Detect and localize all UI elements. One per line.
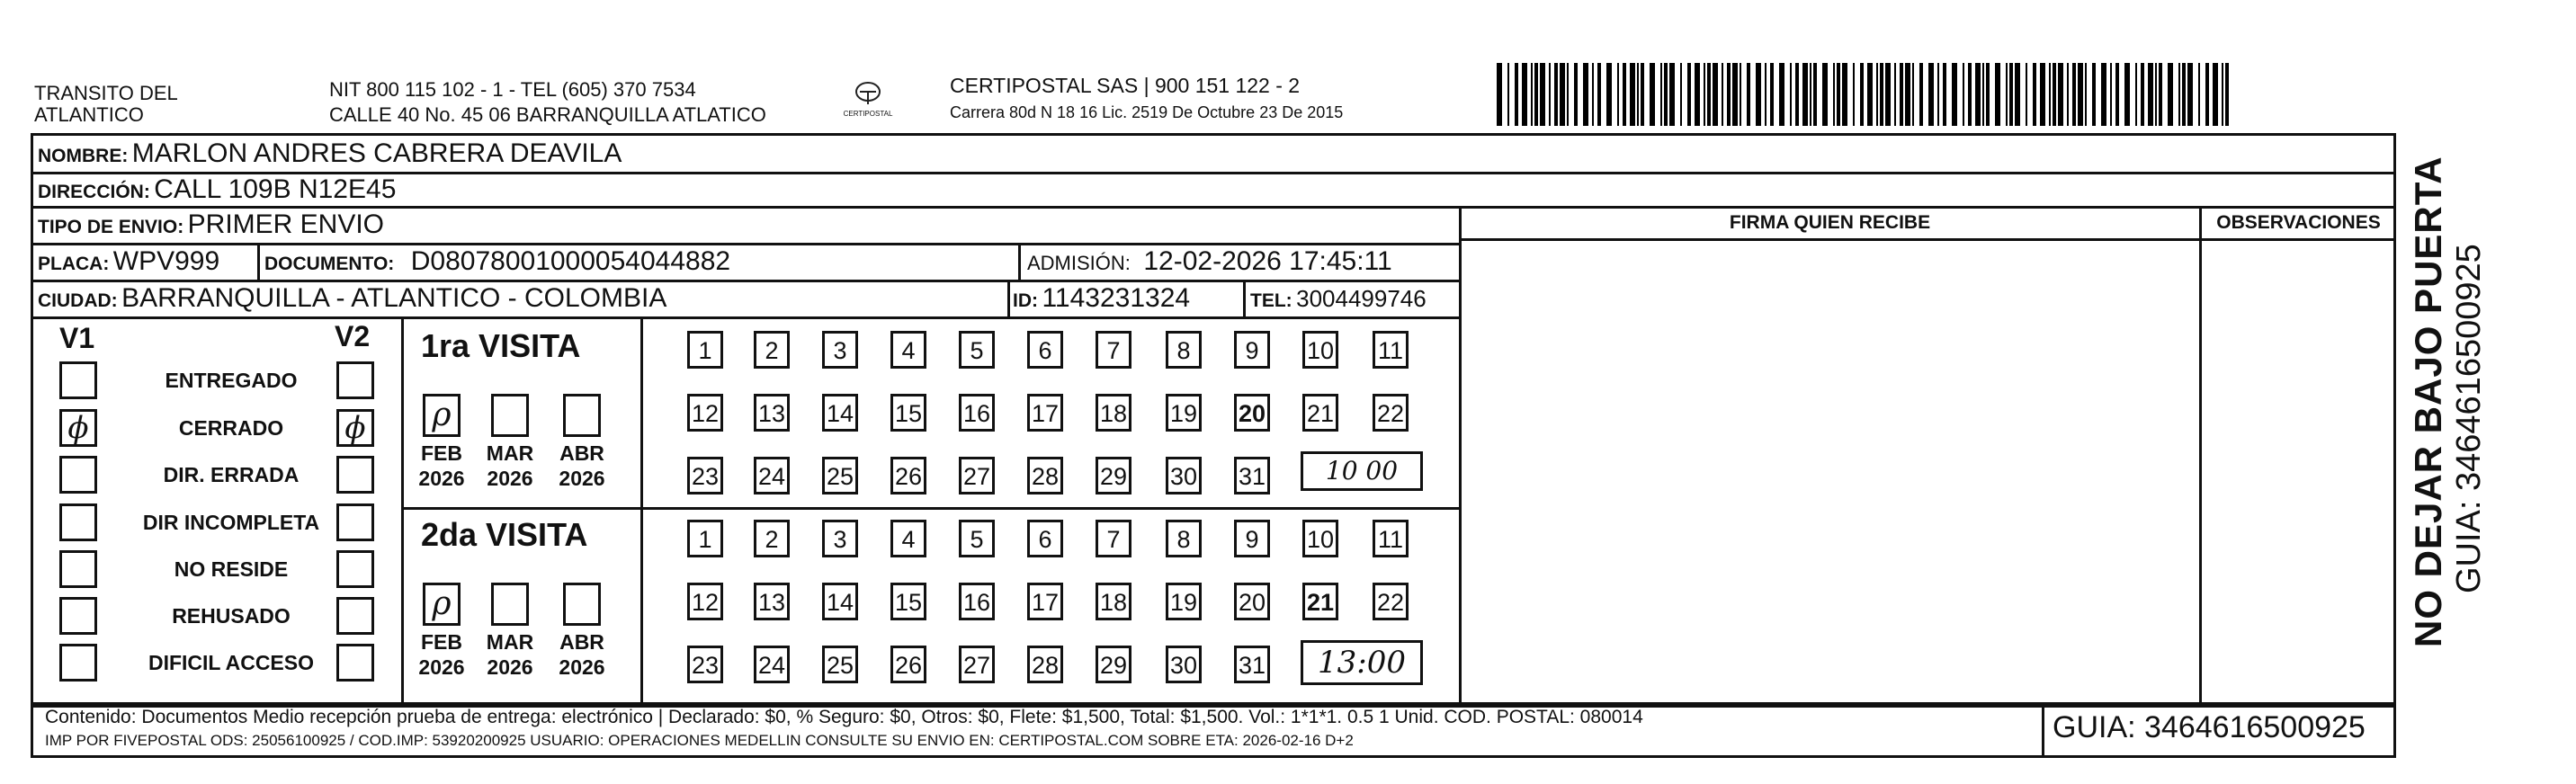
first-visit-day-box[interactable]: 10 [1302,331,1338,369]
barcode-bar [2159,63,2162,126]
v2-label: V2 [335,320,371,352]
second-visit-day-box[interactable]: 17 [1027,583,1063,620]
org-name-line1: TRANSITO DEL [34,82,178,104]
barcode-bar [1842,63,1847,126]
company-line: CERTIPOSTAL SAS | 900 151 122 - 2 [950,74,1301,97]
barcode-bar [2182,63,2186,126]
barcode-bar [1912,63,1914,126]
first-visit-day-box[interactable]: 28 [1027,457,1063,494]
barcode-bar [1567,63,1569,126]
barcode-bar [1986,63,1990,126]
first-visit-title: 1ra VISITA [421,327,581,364]
first-visit-month-label: ABR 2026 [559,441,605,490]
barcode-bar [1795,63,1799,126]
barcode-bar [1876,63,1878,126]
barcode-bar [1968,63,1972,126]
first-visit-month-box[interactable] [491,394,529,437]
first-visit-time: 10 00 [1325,456,1399,486]
first-visit-month-box[interactable]: ρ [423,394,461,437]
barcode-bar [1540,63,1545,126]
second-visit-day-box[interactable]: 23 [687,646,723,683]
barcode-bar [2155,63,2157,126]
barcode-bar [1574,63,1578,126]
barcode-bar [2168,63,2173,126]
barcode-bar [2049,63,2051,126]
second-visit-day-box[interactable]: 13 [754,583,790,620]
barcode-bar [1531,63,1533,126]
first-visit-day-box[interactable]: 17 [1027,394,1063,432]
barcode-bar [1695,63,1700,126]
first-visit-month-label: FEB 2026 [418,441,465,490]
barcode-bar [1497,63,1502,126]
nit-line: NIT 800 115 102 - 1 - TEL (605) 370 7534 [329,78,696,101]
first-visit-day-box[interactable]: 24 [754,457,790,494]
id-label: ID: [1013,290,1038,311]
first-visit-day-box[interactable]: 31 [1234,457,1270,494]
second-visit-month-label: MAR 2026 [486,630,534,679]
barcode-bar [1560,63,1565,126]
second-visit-month-label: ABR 2026 [559,630,605,679]
first-visit-day-box[interactable]: 20 [1234,394,1270,432]
barcode-bar [2101,63,2106,126]
first-visit-day-box[interactable]: 22 [1373,394,1409,432]
barcode-bar [1894,63,1896,126]
first-visit-day-box[interactable]: 13 [754,394,790,432]
first-visit-day-box[interactable]: 7 [1096,331,1131,369]
barcode-bar [1669,63,1675,126]
second-visit-day-box[interactable]: 24 [754,646,790,683]
barcode-bar [1860,63,1864,126]
barcode-bar [1687,63,1691,126]
admision-label: ADMISIÓN: [1027,252,1131,274]
barcode-bar [1995,63,2000,126]
barcode-bar [1919,63,1923,126]
second-visit-month-box[interactable] [563,583,601,626]
barcode-bar [1660,63,1662,126]
second-visit-month-box[interactable]: ρ [423,583,461,626]
placa-row [38,246,219,277]
second-visit-day-box[interactable]: 30 [1166,646,1202,683]
second-visit-day-box[interactable]: 18 [1096,583,1131,620]
barcode-bar [2124,63,2130,126]
barcode-bar [2187,63,2193,126]
second-visit-time-box[interactable] [1301,640,1423,685]
id-row [1013,283,1190,314]
second-visit-day-box[interactable]: 11 [1373,520,1409,557]
barcode-bar [2222,63,2223,126]
nombre-label: NOMBRE: [38,146,129,166]
barcode-bar [2198,63,2200,126]
barcode-bar [2213,63,2218,126]
tipo-label: TIPO DE ENVIO: [38,217,184,237]
v1-checkbox[interactable] [59,550,97,588]
org-name-line2: ATLANTICO [34,103,144,126]
barcode-bar [1623,63,1626,126]
documento-value: D08078001000054044882 [410,246,731,276]
direccion-label: DIRECCIÓN: [38,182,150,202]
barcode-bar [1583,63,1588,126]
barcode-bar [1722,63,1723,126]
barcode-bar [1747,63,1750,126]
first-visit-day-box[interactable]: 18 [1096,394,1131,432]
barcode-bar [1810,63,1811,126]
barcode-bar [1943,63,1946,126]
barcode-bar [1606,63,1612,126]
barcode-bar [1637,63,1639,126]
guia-box: GUIA: 3464616500925 [2053,710,2366,744]
barcode-bar [1765,63,1767,126]
barcode-bar [1617,63,1619,126]
first-visit-day-box[interactable]: 12 [687,394,723,432]
barcode-bar [1833,63,1835,126]
second-visit-day-box[interactable]: 14 [822,583,858,620]
barcode-bar [1905,63,1910,126]
second-visit-day-box[interactable]: 22 [1373,583,1409,620]
barcode-bar [2225,63,2229,126]
admision-value: 12-02-2026 17:45:11 [1143,246,1392,276]
barcode-bar [1597,63,1601,126]
barcode-bar [2053,63,2056,126]
barcode-bar [1641,63,1644,126]
barcode-bar [1592,63,1594,126]
first-visit-day-box[interactable]: 21 [1302,394,1338,432]
second-visit-title: 2da VISITA [421,516,588,553]
status-option-label: REHUSADO [172,604,291,628]
logo-text: CERTIPOSTAL [843,110,893,118]
barcode-bar [1680,63,1682,126]
barcode-bar [2148,63,2153,126]
org-name [34,83,178,126]
barcode-bar [2115,63,2119,126]
v2-checkbox[interactable] [336,456,374,494]
second-visit-day-box[interactable]: 10 [1302,520,1338,557]
status-option-label: ENTREGADO [165,369,298,392]
v2-checkbox[interactable] [336,550,374,588]
barcode-bar [1937,63,1939,126]
direccion-row [38,174,396,205]
first-visit-day-box[interactable]: 1 [687,331,723,369]
barcode-bar [1522,63,1527,126]
second-visit-day-box[interactable]: 7 [1096,520,1131,557]
tipo-value: PRIMER ENVIO [187,209,385,239]
id-value: 1143231324 [1042,283,1191,313]
status-option-label: DIFICIL ACCESO [148,651,314,674]
barcode-bar [1790,63,1792,126]
barcode-bar [2110,63,2112,126]
barcode-bar [1515,63,1518,126]
barcode-bar [1885,63,1891,126]
second-visit-day-box[interactable]: 25 [822,646,858,683]
certipostal-logo [836,77,899,124]
v1-label: V1 [59,322,95,354]
barcode-bar [1740,63,1741,126]
barcode-bar [2085,63,2087,126]
barcode-bar [2067,63,2069,126]
barcode-bar [2006,63,2008,126]
placa-value: WPV999 [112,246,220,276]
barcode-bar [2015,63,2020,126]
license-line: Carrera 80d N 18 16 Lic. 2519 De Octubre 23 De 2015 [950,103,1344,121]
first-visit-day-box[interactable]: 27 [959,457,995,494]
first-visit-day-box[interactable]: 15 [890,394,926,432]
barcode-bar [1837,63,1840,126]
second-visit-day-box[interactable]: 2 [754,520,790,557]
barcode-bar [1963,63,1964,126]
v2-checkbox[interactable]: ϕ [336,409,374,447]
v2-checkbox[interactable] [336,597,374,635]
first-visit-day-box[interactable]: 3 [822,331,858,369]
second-visit-time: 13:00 [1318,645,1406,681]
first-visit-day-box[interactable]: 30 [1166,457,1202,494]
second-visit-day-box[interactable]: 31 [1234,646,1270,683]
barcode-bar [1928,63,1934,126]
v1-checkbox[interactable] [59,503,97,541]
ciudad-value: BARRANQUILLA - ATLANTICO - COLOMBIA [121,283,667,313]
first-visit-day-box[interactable]: 6 [1027,331,1063,369]
barcode-bar [1779,63,1784,126]
nombre-value: MARLON ANDRES CABRERA DEAVILA [131,138,622,168]
first-visit-day-box[interactable]: 16 [959,394,995,432]
first-visit-day-box[interactable]: 25 [822,457,858,494]
second-visit-day-box[interactable]: 4 [890,520,926,557]
barcode-bar [1802,63,1808,126]
v2-checkbox[interactable] [336,361,374,399]
ciudad-row [38,283,666,314]
contenido-line: Contenido: Documentos Medio recepción prueba de entrega: electrónico | Declarado: $0, % Seguro: $0, Otros: $0, Flete: $1,500, Total: $1,500. Vol.: 1*1*1. 0.5 1 Unid. COD. POSTAL: 080014 [45,707,1643,727]
first-visit-day-box[interactable]: 19 [1166,394,1202,432]
barcode-bar [2135,63,2137,126]
first-visit-month-label: MAR 2026 [486,441,534,490]
guia-vertical: GUIA: 3464616500925 [2450,244,2488,593]
barcode-bar [1975,63,1981,126]
status-option-label: CERRADO [178,416,284,440]
direccion-value: CALL 109B N12E45 [154,174,397,204]
documento-label: DOCUMENTO: [264,254,395,274]
tipo-envio-row [38,209,384,240]
v2-checkbox[interactable] [336,503,374,541]
v1-checkbox[interactable] [59,456,97,494]
second-visit-day-box[interactable]: 19 [1166,583,1202,620]
barcode-bar [2033,63,2036,126]
second-visit-day-box[interactable]: 20 [1234,583,1270,620]
barcode-bar [2009,63,2013,126]
v1-checkbox[interactable] [59,644,97,682]
second-visit-month-label: FEB 2026 [418,630,465,679]
first-visit-day-box[interactable]: 4 [890,331,926,369]
tel-value: 3004499746 [1296,285,1427,312]
barcode-bar [1727,63,1731,126]
barcode-bar [2058,63,2063,126]
documento-row [264,246,730,277]
barcode-bar [1549,63,1551,126]
barcode-bar [1867,63,1873,126]
barcode-bar [2092,63,2096,126]
tel-row [1250,285,1427,313]
second-visit-day-box[interactable]: 26 [890,646,926,683]
barcode-bar [1952,63,1957,126]
org-contact [329,77,766,128]
first-visit-day-box[interactable]: 23 [687,457,723,494]
second-visit-day-box[interactable]: 9 [1234,520,1270,557]
second-visit-month-box[interactable] [491,583,529,626]
barcode-bar [2141,63,2144,126]
first-visit-day-box[interactable]: 2 [754,331,790,369]
barcode-bar [1713,63,1718,126]
first-visit-day-box[interactable]: 29 [1096,457,1131,494]
second-visit-day-box[interactable]: 28 [1027,646,1063,683]
first-visit-month-box[interactable] [563,394,601,437]
barcode-bar [1982,63,1984,126]
barcode-bar [1880,63,1883,126]
second-visit-day-box[interactable]: 12 [687,583,723,620]
barcode-bar [1732,63,1738,126]
admision-row [1027,246,1392,277]
barcode-bar [1822,63,1828,126]
v1-checkbox[interactable] [59,361,97,399]
barcode-bar [1853,63,1855,126]
barcode-bar [2040,63,2045,126]
barcode-bar [1664,63,1668,126]
barcode-icon [1497,63,2232,126]
address-line: CALLE 40 No. 45 06 BARRANQUILLA ATLATICO [329,103,766,126]
second-visit-day-box[interactable]: 3 [822,520,858,557]
no-dejar-bajo-puerta: NO DEJAR BAJO PUERTA [2407,156,2449,647]
second-visit-day-box[interactable]: 29 [1096,646,1131,683]
observaciones-label: OBSERVACIONES [2216,212,2381,233]
tel-label: TEL: [1250,290,1292,311]
barcode-bar [2026,63,2027,126]
barcode-bar [2078,63,2083,126]
v1-checkbox[interactable]: ϕ [59,409,97,447]
first-visit-day-box[interactable]: 26 [890,457,926,494]
status-option-label: DIR INCOMPLETA [142,511,320,534]
barcode-bar [1900,63,1903,126]
second-visit-day-box[interactable]: 21 [1302,583,1338,620]
second-visit-day-box[interactable]: 16 [959,583,995,620]
barcode-bar [1554,63,1558,126]
firma-label: FIRMA QUIEN RECIBE [1729,212,1931,233]
status-option-label: DIR. ERRADA [163,463,300,486]
imp-line: IMP POR FIVEPOSTAL ODS: 25056100925 / COD.IMP: 53920200925 USUARIO: OPERACIONES MEDELLIN CONSULTE SU ENVIO EN: CERTIPOSTAL.COM SOBRE ETA: 2026-02-16 D+2 [45,732,1354,749]
barcode-bar [1707,63,1711,126]
second-visit-day-box[interactable]: 1 [687,520,723,557]
second-visit-day-box[interactable]: 15 [890,583,926,620]
placa-label: PLACA: [38,254,110,274]
barcode-bar [1630,63,1635,126]
barcode-bar [1704,63,1705,126]
second-visit-day-box[interactable]: 5 [959,520,995,557]
barcode-bar [2205,63,2209,126]
barcode-bar [2072,63,2076,126]
first-visit-day-box[interactable]: 14 [822,394,858,432]
first-visit-day-box[interactable]: 5 [959,331,995,369]
ciudad-label: CIUDAD: [38,290,118,311]
barcode-bar [1756,63,1761,126]
barcode-bar [1507,63,1509,126]
second-visit-day-box[interactable]: 6 [1027,520,1063,557]
barcode-bar [1650,63,1655,126]
first-visit-day-box[interactable]: 11 [1373,331,1409,369]
barcode-bar [2178,63,2180,126]
second-visit-day-box[interactable]: 8 [1166,520,1202,557]
v2-checkbox[interactable] [336,644,374,682]
first-visit-day-box[interactable]: 9 [1234,331,1270,369]
company-info [950,72,1343,126]
nombre-row [38,138,622,169]
barcode-bar [1534,63,1538,126]
status-option-label: NO RESIDE [174,557,289,581]
first-visit-day-box[interactable]: 8 [1166,331,1202,369]
barcode-bar [1813,63,1817,126]
barcode-bar [1770,63,1774,126]
v1-checkbox[interactable] [59,597,97,635]
barcode [1497,63,2232,126]
second-visit-day-box[interactable]: 27 [959,646,995,683]
first-visit-time-box[interactable] [1301,451,1423,491]
